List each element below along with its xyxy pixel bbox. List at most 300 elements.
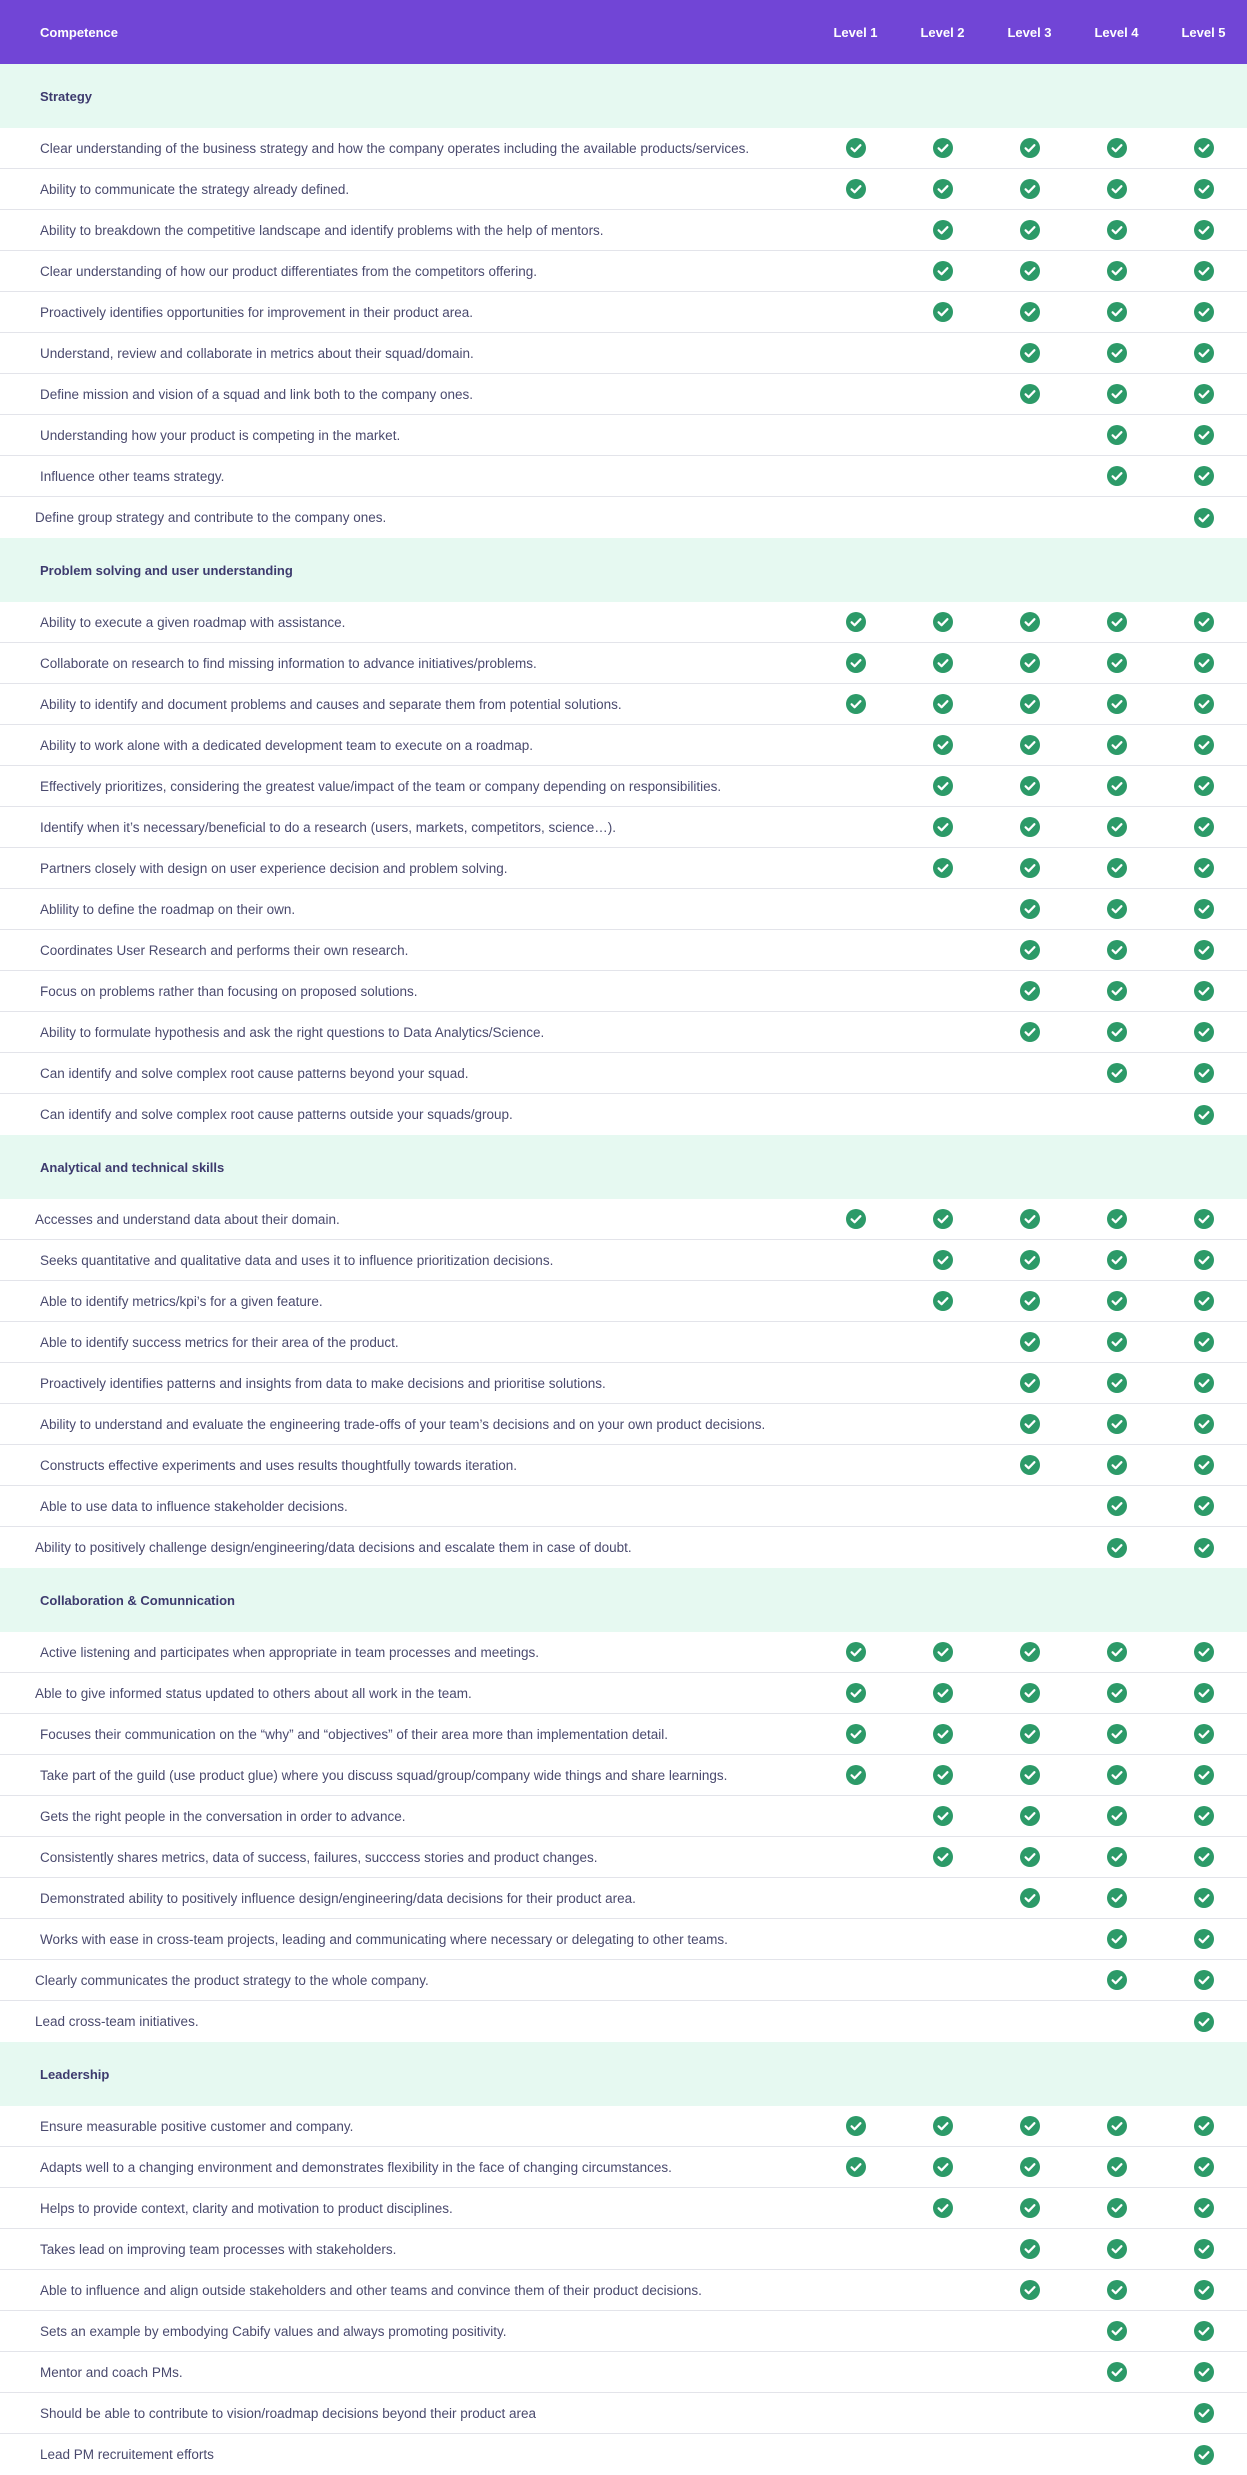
competence-label: Ablility to define the roadmap on their own. <box>40 901 296 917</box>
level-5-cell <box>1160 807 1247 848</box>
check-icon <box>933 138 953 158</box>
level-2-cell <box>899 1012 986 1053</box>
level-3-cell <box>986 1673 1073 1714</box>
competence-row <box>0 848 1247 889</box>
competence-label: Ability to formulate hypothesis and ask the right questions to Data Analytics/Science. <box>40 1024 545 1040</box>
level-1-cell <box>812 1240 899 1281</box>
level-5-cell <box>1160 292 1247 333</box>
level-4-cell <box>1073 497 1160 538</box>
check-icon <box>1020 1642 1040 1662</box>
check-icon <box>1194 425 1214 445</box>
check-icon <box>1020 2116 1040 2136</box>
competence-row <box>0 1755 1247 1796</box>
level-2-cell <box>899 1363 986 1404</box>
check-icon <box>933 653 953 673</box>
competence-label: Ability to work alone with a dedicated development team to execute on a roadmap. <box>40 737 534 753</box>
level-5-cell <box>1160 1919 1247 1960</box>
level-4-cell <box>1073 1363 1160 1404</box>
check-icon <box>1020 817 1040 837</box>
level-4-cell <box>1073 930 1160 971</box>
level-5-cell <box>1160 1960 1247 2001</box>
competence-label: Ability to positively challenge design/engineering/data decisions and escalate them in case of doubt. <box>35 1540 632 1555</box>
level-1-cell <box>812 415 899 456</box>
check-icon <box>1194 612 1214 632</box>
level-2-cell <box>899 1673 986 1714</box>
level-3-cell <box>986 2229 1073 2270</box>
competence-label: Ability to understand and evaluate the engineering trade-offs of your team’s decisions and on your own product decisions. <box>40 1416 766 1432</box>
competence-row <box>0 1632 1247 1673</box>
competence-row <box>0 1445 1247 1486</box>
level-1-cell <box>812 971 899 1012</box>
competence-label: Effectively prioritizes, considering the greatest value/impact of the team or company depending on responsibilities. <box>40 778 722 794</box>
check-icon <box>1107 940 1127 960</box>
level-3-cell <box>986 725 1073 766</box>
level-2-cell <box>899 2393 986 2434</box>
level-3-cell <box>986 169 1073 210</box>
check-icon <box>846 1642 866 1662</box>
section-block <box>0 2042 1247 2475</box>
check-icon <box>1107 1250 1127 1270</box>
level-2-cell <box>899 1240 986 1281</box>
check-icon <box>1020 138 1040 158</box>
competence-row <box>0 128 1247 169</box>
competence-label: Able to influence and align outside stakeholders and other teams and convince them of their product decisions. <box>40 2282 702 2298</box>
check-icon <box>1194 2445 1214 2465</box>
check-icon <box>1107 261 1127 281</box>
check-icon <box>1194 653 1214 673</box>
competence-row <box>0 1094 1247 1135</box>
level-5-cell <box>1160 2147 1247 2188</box>
check-icon <box>933 302 953 322</box>
check-icon <box>846 1209 866 1229</box>
competence-row <box>0 210 1247 251</box>
check-icon <box>1194 1538 1214 1558</box>
competence-label: Works with ease in cross-team projects, leading and communicating where necessary or delegating to other teams. <box>40 1931 728 1947</box>
sections-container <box>0 64 1247 2475</box>
check-icon <box>1020 1683 1040 1703</box>
level-4-cell <box>1073 1673 1160 1714</box>
competence-label: Clear understanding of the business strategy and how the company operates including the available products/services. <box>40 140 750 156</box>
level-2-column-header: Level 2 <box>920 24 965 40</box>
competence-label: Sets an example by embodying Cabify values and always promoting positivity. <box>40 2323 507 2339</box>
level-1-cell <box>812 725 899 766</box>
level-1-cell <box>812 251 899 292</box>
level-4-cell <box>1073 1094 1160 1135</box>
check-icon <box>1194 694 1214 714</box>
check-icon <box>1107 343 1127 363</box>
level-1-cell <box>812 1673 899 1714</box>
level-4-cell <box>1073 1486 1160 1527</box>
level-5-cell <box>1160 333 1247 374</box>
level-4-cell <box>1073 889 1160 930</box>
competence-row <box>0 684 1247 725</box>
level-2-cell <box>899 1486 986 1527</box>
level-5-cell <box>1160 497 1247 538</box>
section-title: Leadership <box>0 2042 1247 2106</box>
level-3-cell <box>986 971 1073 1012</box>
check-icon <box>1107 2280 1127 2300</box>
check-icon <box>933 2116 953 2136</box>
check-icon <box>933 776 953 796</box>
check-icon <box>1107 2198 1127 2218</box>
competence-label: Mentor and coach PMs. <box>40 2364 183 2380</box>
check-icon <box>846 612 866 632</box>
level-3-cell <box>986 1486 1073 1527</box>
level-1-cell <box>812 1053 899 1094</box>
check-icon <box>1107 1455 1127 1475</box>
level-2-cell <box>899 1199 986 1240</box>
level-5-cell <box>1160 2393 1247 2434</box>
level-5-cell <box>1160 2311 1247 2352</box>
level-3-cell <box>986 415 1073 456</box>
check-icon <box>1194 1250 1214 1270</box>
level-4-cell <box>1073 725 1160 766</box>
level-2-cell <box>899 1322 986 1363</box>
check-icon <box>933 1209 953 1229</box>
check-icon <box>1020 1455 1040 1475</box>
level-2-cell <box>899 1527 986 1568</box>
competence-row <box>0 292 1247 333</box>
check-icon <box>1194 1496 1214 1516</box>
check-icon <box>1020 776 1040 796</box>
check-icon <box>1194 2403 1214 2423</box>
level-1-cell <box>812 292 899 333</box>
level-2-cell <box>899 1281 986 1322</box>
competence-label: Able to give informed status updated to others about all work in the team. <box>35 1685 472 1701</box>
level-3-cell <box>986 1053 1073 1094</box>
competence-label: Accesses and understand data about their domain. <box>35 1211 340 1227</box>
competence-row <box>0 971 1247 1012</box>
competence-row <box>0 2147 1247 2188</box>
check-icon <box>1020 1888 1040 1908</box>
level-3-cell <box>986 1632 1073 1673</box>
check-icon <box>1107 735 1127 755</box>
level-5-cell <box>1160 889 1247 930</box>
check-icon <box>1194 858 1214 878</box>
competence-row <box>0 2311 1247 2352</box>
competence-row <box>0 889 1247 930</box>
check-icon <box>1020 1373 1040 1393</box>
check-icon <box>933 1847 953 1867</box>
competence-label: Demonstrated ability to positively influence design/engineering/data decisions for their product area. <box>40 1890 636 1906</box>
check-icon <box>933 1724 953 1744</box>
level-5-cell <box>1160 1714 1247 1755</box>
level-3-cell <box>986 1714 1073 1755</box>
check-icon <box>1020 343 1040 363</box>
check-icon <box>1194 2198 1214 2218</box>
level-1-cell <box>812 1322 899 1363</box>
competence-row <box>0 1919 1247 1960</box>
check-icon <box>1107 858 1127 878</box>
competence-label: Able to identify metrics/kpi’s for a given feature. <box>40 1293 323 1309</box>
check-icon <box>1194 1455 1214 1475</box>
level-5-cell <box>1160 930 1247 971</box>
level-1-cell <box>812 1199 899 1240</box>
competence-row <box>0 2270 1247 2311</box>
level-4-cell <box>1073 1240 1160 1281</box>
level-2-cell <box>899 1960 986 2001</box>
check-icon <box>933 1683 953 1703</box>
competence-row <box>0 2106 1247 2147</box>
check-icon <box>1107 138 1127 158</box>
level-1-cell <box>812 1281 899 1322</box>
level-2-cell <box>899 2147 986 2188</box>
level-1-cell <box>812 1012 899 1053</box>
level-3-cell <box>986 848 1073 889</box>
check-icon <box>1107 653 1127 673</box>
level-2-cell <box>899 2311 986 2352</box>
level-5-cell <box>1160 1673 1247 1714</box>
level-4-cell <box>1073 292 1160 333</box>
level-3-cell <box>986 2106 1073 2147</box>
level-1-cell <box>812 374 899 415</box>
competence-label: Lead cross-team initiatives. <box>35 2014 199 2029</box>
level-4-cell <box>1073 848 1160 889</box>
check-icon <box>1194 220 1214 240</box>
level-4-cell <box>1073 128 1160 169</box>
level-4-cell <box>1073 2270 1160 2311</box>
level-2-cell <box>899 2352 986 2393</box>
check-icon <box>1107 1683 1127 1703</box>
check-icon <box>933 817 953 837</box>
level-3-cell <box>986 1445 1073 1486</box>
check-icon <box>846 2157 866 2177</box>
level-5-cell <box>1160 374 1247 415</box>
level-4-cell <box>1073 1199 1160 1240</box>
check-icon <box>1107 2157 1127 2177</box>
competence-row <box>0 1199 1247 1240</box>
check-icon <box>1020 899 1040 919</box>
level-5-cell <box>1160 766 1247 807</box>
level-4-cell <box>1073 1445 1160 1486</box>
check-icon <box>1194 1105 1214 1125</box>
competence-label: Focuses their communication on the “why” and “objectives” of their area more than implementation detail. <box>40 1726 669 1742</box>
level-1-cell <box>812 1486 899 1527</box>
level-3-cell <box>986 210 1073 251</box>
competence-row <box>0 2352 1247 2393</box>
level-5-cell <box>1160 1755 1247 1796</box>
check-icon <box>846 138 866 158</box>
check-icon <box>1194 1765 1214 1785</box>
check-icon <box>1020 1847 1040 1867</box>
level-1-cell <box>812 1527 899 1568</box>
check-icon <box>1107 1847 1127 1867</box>
competence-label: Coordinates User Research and performs their own research. <box>40 942 409 958</box>
level-2-cell <box>899 1878 986 1919</box>
check-icon <box>1020 1022 1040 1042</box>
check-icon <box>1107 1970 1127 1990</box>
competence-label: Helps to provide context, clarity and motivation to product disciplines. <box>40 2200 453 2216</box>
level-4-cell <box>1073 1755 1160 1796</box>
level-3-cell <box>986 684 1073 725</box>
competence-row <box>0 2188 1247 2229</box>
competence-row <box>0 251 1247 292</box>
competence-row <box>0 1404 1247 1445</box>
check-icon <box>933 179 953 199</box>
check-icon <box>1194 735 1214 755</box>
competence-label: Understanding how your product is competing in the market. <box>40 427 401 443</box>
level-3-cell <box>986 1404 1073 1445</box>
level-3-cell <box>986 333 1073 374</box>
level-1-cell <box>812 889 899 930</box>
level-3-cell <box>986 643 1073 684</box>
check-icon <box>1020 1414 1040 1434</box>
check-icon <box>1194 1642 1214 1662</box>
level-2-cell <box>899 2434 986 2475</box>
level-2-cell <box>899 497 986 538</box>
level-2-cell <box>899 2001 986 2042</box>
level-3-cell <box>986 807 1073 848</box>
level-1-cell <box>812 1363 899 1404</box>
level-1-cell <box>812 766 899 807</box>
competence-row <box>0 415 1247 456</box>
check-icon <box>1020 261 1040 281</box>
check-icon <box>1194 1888 1214 1908</box>
competence-label: Seeks quantitative and qualitative data and uses it to influence prioritization decisions. <box>40 1252 554 1268</box>
level-3-cell <box>986 1012 1073 1053</box>
level-1-cell <box>812 684 899 725</box>
check-icon <box>1194 2280 1214 2300</box>
level-4-cell <box>1073 807 1160 848</box>
check-icon <box>933 735 953 755</box>
check-icon <box>933 1806 953 1826</box>
check-icon <box>1107 2362 1127 2382</box>
competence-label: Can identify and solve complex root cause patterns outside your squads/group. <box>40 1107 513 1122</box>
level-2-cell <box>899 456 986 497</box>
level-5-cell <box>1160 128 1247 169</box>
check-icon <box>1107 1806 1127 1826</box>
level-1-cell <box>812 128 899 169</box>
level-3-cell <box>986 1240 1073 1281</box>
level-2-cell <box>899 292 986 333</box>
level-3-cell <box>986 292 1073 333</box>
check-icon <box>1020 940 1040 960</box>
competence-label: Proactively identifies patterns and insights from data to make decisions and prioritise solutions. <box>40 1375 606 1391</box>
check-icon <box>1020 1724 1040 1744</box>
check-icon <box>1020 2198 1040 2218</box>
check-icon <box>1194 2012 1214 2032</box>
level-5-cell <box>1160 2352 1247 2393</box>
competence-row <box>0 1322 1247 1363</box>
check-icon <box>933 1765 953 1785</box>
competence-row <box>0 1960 1247 2001</box>
check-icon <box>1020 1250 1040 1270</box>
level-5-cell <box>1160 2270 1247 2311</box>
check-icon <box>1107 1022 1127 1042</box>
competence-row <box>0 456 1247 497</box>
level-1-cell <box>812 1445 899 1486</box>
section-title: Collaboration & Comunnication <box>0 1568 1247 1632</box>
level-4-cell <box>1073 1960 1160 2001</box>
level-5-cell <box>1160 1527 1247 1568</box>
level-4-cell <box>1073 971 1160 1012</box>
section-block <box>0 1568 1247 2042</box>
level-2-cell <box>899 807 986 848</box>
level-2-cell <box>899 2106 986 2147</box>
check-icon <box>1194 1291 1214 1311</box>
competence-label: Clearly communicates the product strategy to the whole company. <box>35 1972 429 1988</box>
competence-label: Understand, review and collaborate in metrics about their squad/domain. <box>40 345 474 361</box>
level-1-cell <box>812 848 899 889</box>
check-icon <box>846 1683 866 1703</box>
level-5-cell <box>1160 1281 1247 1322</box>
check-icon <box>1020 302 1040 322</box>
level-2-cell <box>899 333 986 374</box>
level-3-cell <box>986 2393 1073 2434</box>
check-icon <box>846 179 866 199</box>
check-icon <box>1020 220 1040 240</box>
level-5-cell <box>1160 2229 1247 2270</box>
level-2-cell <box>899 374 986 415</box>
level-4-cell <box>1073 1796 1160 1837</box>
competence-label: Ability to execute a given roadmap with assistance. <box>40 614 346 630</box>
check-icon <box>1107 425 1127 445</box>
level-3-cell <box>986 497 1073 538</box>
competence-row <box>0 1281 1247 1322</box>
level-3-cell <box>986 2352 1073 2393</box>
level-3-cell <box>986 2001 1073 2042</box>
competence-label: Ensure measurable positive customer and company. <box>40 2118 354 2134</box>
level-1-cell <box>812 1878 899 1919</box>
level-1-cell <box>812 930 899 971</box>
check-icon <box>1107 612 1127 632</box>
level-3-cell <box>986 1755 1073 1796</box>
competence-row <box>0 169 1247 210</box>
check-icon <box>933 612 953 632</box>
level-4-cell <box>1073 415 1160 456</box>
check-icon <box>1107 1724 1127 1744</box>
level-2-cell <box>899 725 986 766</box>
level-5-cell <box>1160 1012 1247 1053</box>
check-icon <box>1107 466 1127 486</box>
level-1-cell <box>812 2106 899 2147</box>
level-5-cell <box>1160 169 1247 210</box>
check-icon <box>1020 1332 1040 1352</box>
check-icon <box>1107 220 1127 240</box>
check-icon <box>933 1291 953 1311</box>
check-icon <box>846 1765 866 1785</box>
level-3-cell <box>986 1363 1073 1404</box>
level-5-cell <box>1160 725 1247 766</box>
check-icon <box>1194 1806 1214 1826</box>
level-2-cell <box>899 169 986 210</box>
level-4-cell <box>1073 2352 1160 2393</box>
competence-label: Ability to breakdown the competitive landscape and identify problems with the help of mentors. <box>40 222 604 238</box>
level-1-cell <box>812 1632 899 1673</box>
level-2-cell <box>899 251 986 292</box>
check-icon <box>933 1642 953 1662</box>
check-icon <box>1107 1209 1127 1229</box>
level-3-cell <box>986 1527 1073 1568</box>
level-2-cell <box>899 889 986 930</box>
check-icon <box>933 694 953 714</box>
level-3-cell <box>986 128 1073 169</box>
level-5-cell <box>1160 1486 1247 1527</box>
level-4-cell <box>1073 2106 1160 2147</box>
check-icon <box>1107 1765 1127 1785</box>
competence-row <box>0 807 1247 848</box>
competence-label: Ability to identify and document problems and causes and separate them from potential solutions. <box>40 696 622 712</box>
level-2-cell <box>899 971 986 1012</box>
competence-row <box>0 2229 1247 2270</box>
check-icon <box>1107 179 1127 199</box>
competence-label: Focus on problems rather than focusing on proposed solutions. <box>40 983 418 999</box>
competence-label: Takes lead on improving team processes with stakeholders. <box>40 2241 397 2257</box>
check-icon <box>1020 981 1040 1001</box>
level-4-cell <box>1073 684 1160 725</box>
level-2-cell <box>899 1919 986 1960</box>
section-block <box>0 64 1247 538</box>
